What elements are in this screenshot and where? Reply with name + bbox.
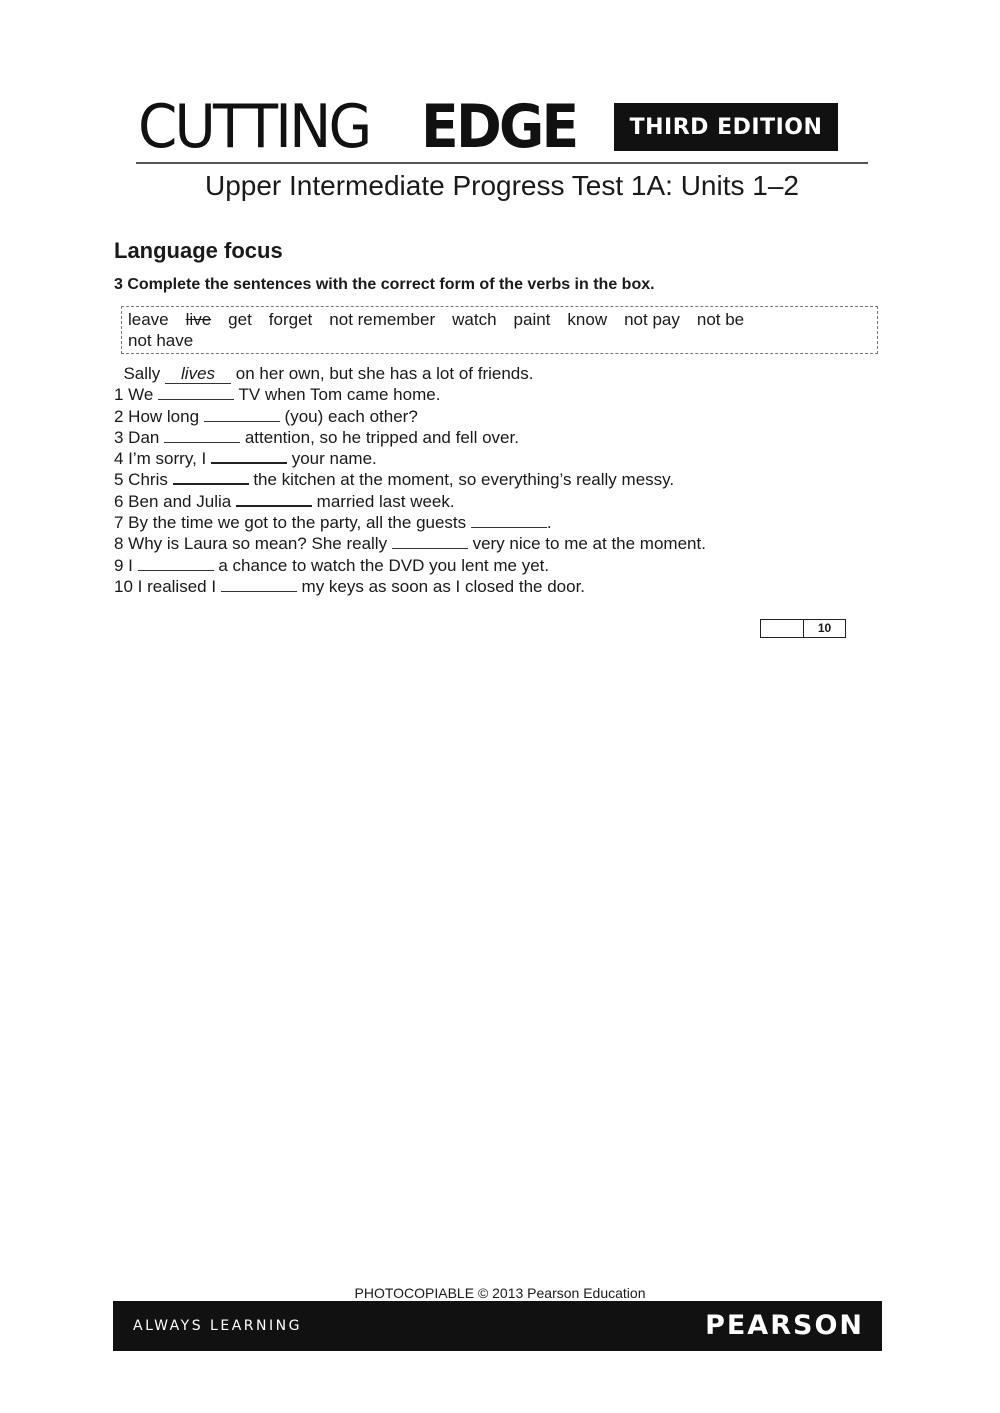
- sentence-start: 3 Dan: [114, 427, 160, 447]
- publisher-logo: PEARSON: [705, 1310, 864, 1341]
- title-divider: [136, 162, 868, 164]
- answer-blank[interactable]: [211, 448, 287, 464]
- answer-blank[interactable]: [164, 428, 240, 443]
- exercise-instructions: 3 Complete the sentences with the correct form of the verbs in the box.: [114, 276, 655, 293]
- edition-badge: THIRD EDITION: [614, 103, 838, 151]
- verb-item: paint: [513, 310, 551, 329]
- verb-item: not be: [696, 310, 745, 329]
- sentence-start: 4 I’m sorry, I: [114, 449, 207, 469]
- sentence-start: 7 By the time we got to the party, all the guests: [114, 513, 467, 533]
- answer-blank[interactable]: [236, 491, 312, 507]
- sentence-end: TV when Tom came home.: [238, 385, 441, 405]
- answer-blank[interactable]: [392, 534, 468, 549]
- sentence-end: your name.: [291, 449, 377, 469]
- sentence-6: [114, 491, 706, 512]
- verb-item: not have: [128, 331, 194, 350]
- verb-item: watch: [452, 310, 497, 329]
- sentence-end: my keys as soon as I closed the door.: [301, 576, 586, 596]
- sentence-end: a chance to watch the DVD you lent me yet.: [218, 555, 550, 575]
- verb-item: know: [567, 310, 608, 329]
- answer-blank[interactable]: [138, 556, 214, 571]
- sentence-end: .: [546, 513, 552, 533]
- page-title: Upper Intermediate Progress Test 1A: Units 1–2: [204, 170, 799, 201]
- score-total: 10: [817, 621, 832, 635]
- example-answer: lives: [165, 365, 231, 384]
- sentence-end: on her own, but she has a lot of friends.: [235, 364, 534, 383]
- sentence-start: 5 Chris: [114, 470, 168, 490]
- sentence-end: (you) each other?: [284, 406, 418, 426]
- answer-blank[interactable]: [471, 513, 547, 528]
- verb-item: forget: [268, 310, 313, 329]
- sentence-1: [114, 384, 706, 405]
- sentence-end: very nice to me at the moment.: [472, 534, 706, 554]
- verb-item: leave: [128, 310, 169, 329]
- sentence-list: [114, 363, 706, 597]
- sentence-start: 1 We: [114, 385, 154, 405]
- sentence-start: 8 Why is Laura so mean? She really: [114, 534, 388, 554]
- brand-logo-light: CUTTING: [138, 92, 370, 162]
- sentence-9: [114, 555, 706, 576]
- sentence-end: attention, so he tripped and fell over.: [244, 427, 519, 447]
- sentence-end: the kitchen at the moment, so everything’s really messy.: [253, 470, 675, 490]
- footer-bar: [113, 1301, 882, 1351]
- verb-item: not pay: [624, 310, 680, 329]
- brand-logo-bold: EDGE: [421, 92, 577, 162]
- answer-blank[interactable]: [204, 407, 280, 422]
- answer-blank[interactable]: [221, 577, 297, 592]
- verb-box: [121, 306, 878, 354]
- sentence-3: [114, 427, 706, 448]
- example-sentence: [114, 363, 706, 384]
- score-box: [760, 619, 846, 638]
- answer-blank[interactable]: [173, 469, 249, 485]
- verb-item: not remember: [329, 310, 436, 329]
- sentence-start: 9 I: [114, 555, 133, 575]
- sentence-start: 6 Ben and Julia: [114, 491, 232, 511]
- sentence-10: [114, 576, 706, 597]
- sentence-start: Sally: [123, 364, 161, 383]
- copyright-notice: PHOTOCOPIABLE © 2013 Pearson Education: [354, 1285, 646, 1301]
- sentence-7: [114, 512, 706, 533]
- sentence-start: 2 How long: [114, 406, 200, 426]
- answer-blank[interactable]: [158, 385, 234, 400]
- sentence-2: [114, 406, 706, 427]
- verb-item-struck: live: [185, 310, 212, 329]
- footer-tagline: ALWAYS LEARNING: [133, 1318, 302, 1334]
- sentence-end: married last week.: [316, 491, 455, 511]
- section-heading: Language focus: [114, 238, 283, 263]
- sentence-4: [114, 448, 706, 469]
- verb-item: get: [228, 310, 252, 329]
- sentence-5: [114, 469, 706, 490]
- sentence-start: 10 I realised I: [114, 576, 217, 596]
- score-input-cell[interactable]: [761, 620, 804, 637]
- sentence-8: [114, 533, 706, 554]
